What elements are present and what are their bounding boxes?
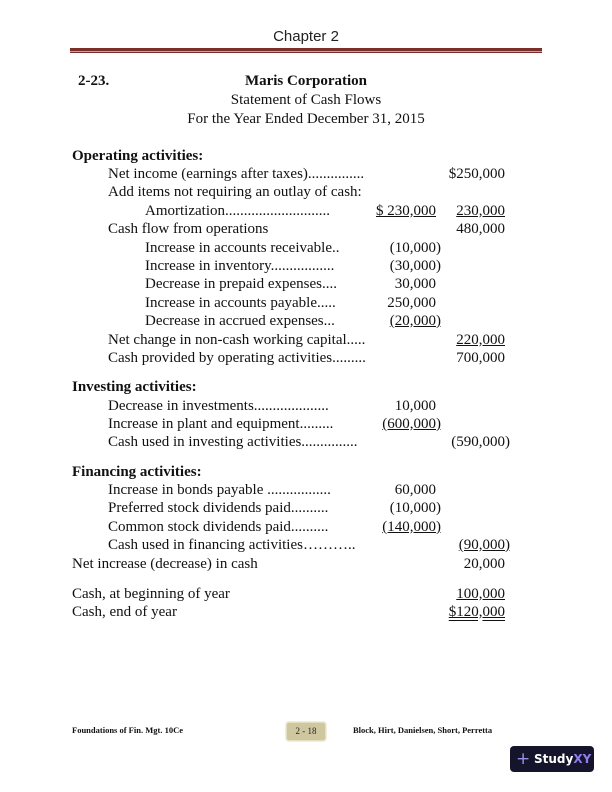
row-subamount: 250,000 [387,295,436,311]
row-subamount: (10,000) [389,500,441,516]
chapter-header: Chapter 2 [273,28,339,45]
row-total: $120,000 [448,604,505,620]
row-subamount: $ 230,000 [376,203,436,219]
page-number-badge: 2 - 18 [286,722,326,741]
row-label: Cash, at beginning of year [72,586,230,602]
row-total: 220,000 [456,332,505,348]
row-label: Decrease in accrued expenses... [145,313,335,329]
row-subamount: (30,000) [389,258,441,274]
row-subamount: (10,000) [389,240,441,256]
row-subamount: 30,000 [394,276,436,292]
row-total: (90,000) [458,537,510,553]
statement-row [0,603,612,621]
row-label: Increase in plant and equipment......... [108,416,334,432]
row-label: Preferred stock dividends paid.......... [108,500,329,516]
brand-name-xy: XY [573,752,592,766]
company-name: Maris Corporation [244,73,368,89]
brand-name-study: Study [534,752,574,766]
statement-row [0,415,612,433]
footer-book-title: Foundations of Fin. Mgt. 10Ce [72,725,183,735]
statement-row [0,202,612,220]
footer-authors: Block, Hirt, Danielsen, Short, Perretta [353,725,493,735]
statement-row [0,294,612,312]
operating-heading: Operating activities: [72,148,204,164]
row-label: Decrease in investments.................... [108,398,329,414]
row-label: Cash provided by operating activities......... [108,350,366,366]
financing-heading-row [0,463,612,481]
row-total: (590,000) [451,434,510,450]
row-subamount: (600,000) [382,416,441,432]
row-label: Common stock dividends paid.......... [108,519,329,535]
row-total: 700,000 [456,350,505,366]
row-label: Cash used in financing activities……….. [108,537,356,553]
statement-row [0,220,612,238]
row-label: Net increase (decrease) in cash [72,556,258,572]
statement-row [0,585,612,603]
row-label: Net income (earnings after taxes)............... [108,166,365,182]
row-label: Add items not requiring an outlay of cash: [108,184,362,200]
statement-period: For the Year Ended December 31, 2015 [187,111,425,127]
row-label: Increase in bonds payable ................. [108,482,331,498]
statement-row [0,183,612,201]
statement-row [0,257,612,275]
studyxy-button[interactable] [510,746,594,772]
row-total: 100,000 [456,586,505,602]
statement-row [0,165,612,183]
row-label: Cash, end of year [72,604,177,620]
statement-row [0,536,612,554]
financing-heading: Financing activities: [72,464,202,480]
row-total: $250,000 [448,166,505,182]
investing-heading: Investing activities: [72,379,197,395]
row-subamount: 10,000 [394,398,436,414]
statement-row [0,331,612,349]
operating-heading-row [0,147,612,165]
statement-row [0,555,612,573]
row-label: Cash flow from operations [108,221,269,237]
statement-row [0,312,612,330]
statement-title: Statement of Cash Flows [230,92,382,108]
row-subamount: (20,000) [389,313,441,329]
row-subamount: 60,000 [394,482,436,498]
statement-row [0,239,612,257]
statement-row [0,481,612,499]
row-total: 20,000 [463,556,505,572]
statement-row [0,499,612,517]
investing-heading-row [0,378,612,396]
row-total: 230,000 [456,203,505,219]
statement-row [0,349,612,367]
problem-number: 2-23. [78,73,110,89]
row-label: Increase in accounts payable..... [145,295,336,311]
statement-row [0,275,612,293]
header-rule-lower [70,52,542,53]
plus-icon: + [516,749,531,769]
row-label: Net change in non-cash working capital..... [108,332,366,348]
row-label: Amortization............................ [145,203,330,219]
statement-row [0,433,612,451]
statement-row [0,518,612,536]
brand-name [534,746,591,772]
row-label: Increase in inventory................. [145,258,335,274]
statement-row [0,397,612,415]
row-subamount: (140,000) [382,519,441,535]
row-total: 480,000 [456,221,505,237]
row-label: Cash used in investing activities............... [108,434,358,450]
row-label: Increase in accounts receivable.. [145,240,340,256]
row-label: Decrease in prepaid expenses.... [145,276,337,292]
